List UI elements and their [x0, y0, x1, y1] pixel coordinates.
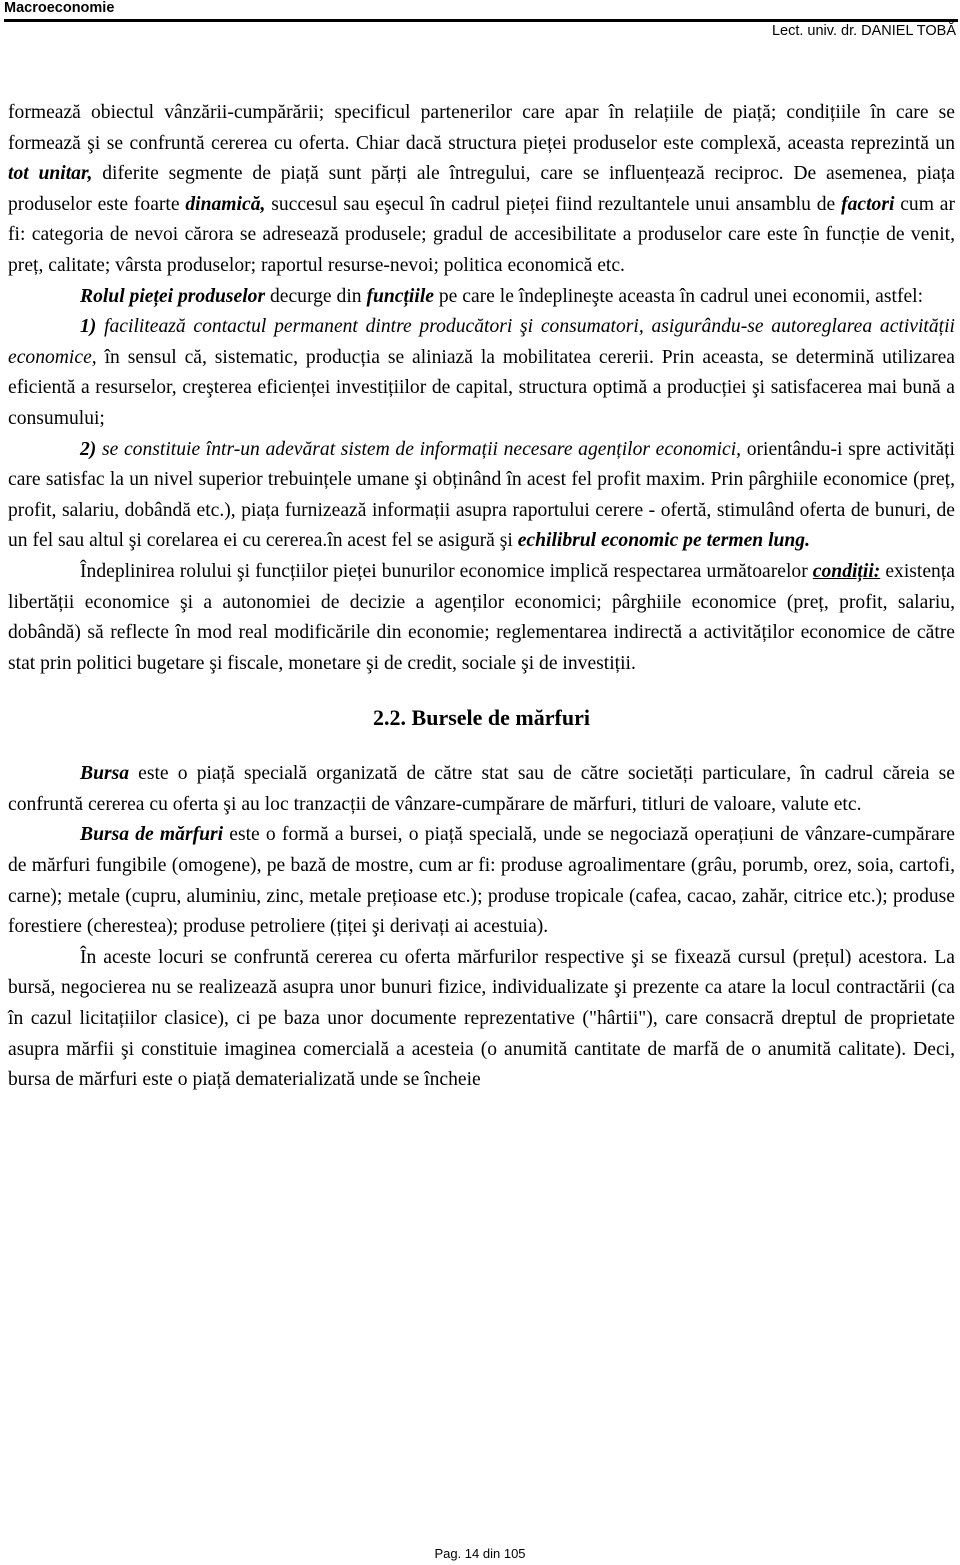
paragraph-price-fixing	[8, 943, 955, 1096]
emphasis-echilibrul: echilibrul economic pe termen lung.	[517, 530, 811, 552]
emphasis-function-2: se constituie într-un adevărat sistem de informații necesare agenților economici,	[96, 438, 742, 460]
text-run: diferite segmente de piață sunt părți ale întregului, care se influențează reciproc. De asemenea, piața produselor este foarte	[8, 163, 955, 215]
paragraph-bursa-marfuri	[8, 820, 955, 942]
header-rule	[4, 19, 958, 22]
header-course-title: Macroeconomie	[4, 0, 115, 16]
emphasis-bursa-de-marfuri: Bursa de mărfuri	[80, 824, 224, 846]
header-author: Lect. univ. dr. DANIEL TOBĂ	[771, 23, 956, 39]
emphasis-function-1: facilitează contactul permanent dintre producători şi consumatori, asigurându-se autoreglarea activității economice,	[8, 316, 955, 368]
emphasis-functiile: funcțiile	[366, 285, 434, 307]
list-marker-2: 2)	[80, 438, 97, 460]
emphasis-conditii: condiții:	[812, 560, 881, 582]
paragraph-bursa-definition	[8, 759, 955, 820]
text-run: decurge din	[265, 285, 367, 307]
paragraph-market-role	[8, 282, 955, 313]
emphasis-bursa: Bursa	[80, 763, 130, 785]
text-run: Îndeplinirea rolului şi funcțiilor pieței bunurilor economice implică respectarea următoarelor	[80, 560, 813, 582]
emphasis-dinamica: dinamică,	[185, 193, 266, 215]
text-run: orientându-i spre activități care satisfac la un nivel superior trebuințele umane şi obținând în acest fel profit maxim. Prin pârghiile economice (preț, profit, salariu, dobândă etc.), piața furnizează informații asupra raportului cerere - ofertă, stimulând oferta de bunuri, de un fel sau altul şi corelarea ei cu cererea.în acest fel se asigură şi	[8, 438, 955, 552]
emphasis-rolul-pietei: Rolul pieței produselor	[80, 285, 266, 307]
text-run: în sensul că, sistematic, producția se aliniază la mobilitatea cererii. Prin aceasta, se determină utilizarea eficientă a resurselor, creşterea eficienței investițiilor de capital, structura optimă a producției şi satisfacerea mai bună a consumului;	[8, 346, 955, 429]
section-heading: 2.2. Bursele de mărfuri	[373, 705, 590, 731]
text-run: În aceste locuri se confruntă cererea cu oferta mărfurilor respective şi se fixează cursul (prețul) acestora. La bursă, negocierea nu se realizează asupra unor bunuri fizice, individualizate şi prezente ca atare la locul contractării (ca în cazul licitațiilor clasice), ci pe baza unor documente reprezentative ("hârtii"), care consacră dreptul de proprietate asupra mărfii şi constituie imaginea comercială a acesteia (o anumită cantitate de marfă de o anumită calitate). Deci, bursa de mărfuri este o piață dematerializată unde se încheie	[8, 946, 955, 1091]
document-body	[8, 98, 955, 1096]
paragraph-function-2	[8, 435, 955, 557]
text-run: este o piață specială organizată de către stat sau de către societăți particulare, în cadrul căreia se confruntă cererea cu oferta şi au loc tranzacții de vânzare-cumpărare de mărfuri, titluri de valoare, valute etc.	[8, 763, 955, 815]
text-run: succesul sau eşecul în cadrul pieței fiind rezultantele unui ansamblu de	[265, 193, 842, 215]
text-run: este o formă a bursei, o piață specială, unde se negociază operațiuni de vânzare-cumpărare de mărfuri fungibile (omogene), pe bază de mostre, cum ar fi: produse agroalimentare (grâu, porumb, orez, soia, cartofi, carne); metale (cupru, aluminiu, zinc, metale prețioase etc.); produse tropicale (cafea, cacao, zahăr, citrice etc.); produse forestiere (cherestea); produse petroliere (țițeі şi derivați ai acestuia).	[8, 824, 955, 938]
list-marker-1: 1)	[80, 316, 97, 338]
paragraph-market-structure	[8, 98, 955, 282]
paragraph-conditions	[8, 557, 955, 679]
emphasis-factori: factori	[841, 193, 895, 215]
text-run: formează obiectul vânzării-cumpărării; specificul partenerilor care apar în relațiile de piață; condițiile în care se formează şi se confruntă cererea cu oferta. Chiar dacă structura pieței produselor este complexă, aceasta reprezintă un	[8, 102, 955, 154]
emphasis-tot-unitar: tot unitar,	[8, 163, 93, 185]
text-run: pe care le îndeplineşte aceasta în cadrul unei economii, astfel:	[433, 285, 924, 307]
text-run: cum ar fi: categoria de nevoi cărora se adresează produsele; gradul de accesibilitate a produselor care este în funcție de venit, preț, calitate; vârsta produselor; raportul resurse-nevoi; politica economică etc.	[8, 193, 955, 276]
paragraph-function-1	[8, 312, 955, 434]
text-run: existența libertății economice şi a autonomiei de decizie a agenților economici; pârghiile economice (preț, profit, salariu, dobândă) să reflecte în mod real modificările din economie; reglementarea indirectă a activităților economice de către stat prin politici bugetare şi fiscale, monetare şi de credit, sociale şi de investiții.	[8, 560, 955, 674]
page-number: Pag. 14 din 105	[434, 1546, 526, 1561]
